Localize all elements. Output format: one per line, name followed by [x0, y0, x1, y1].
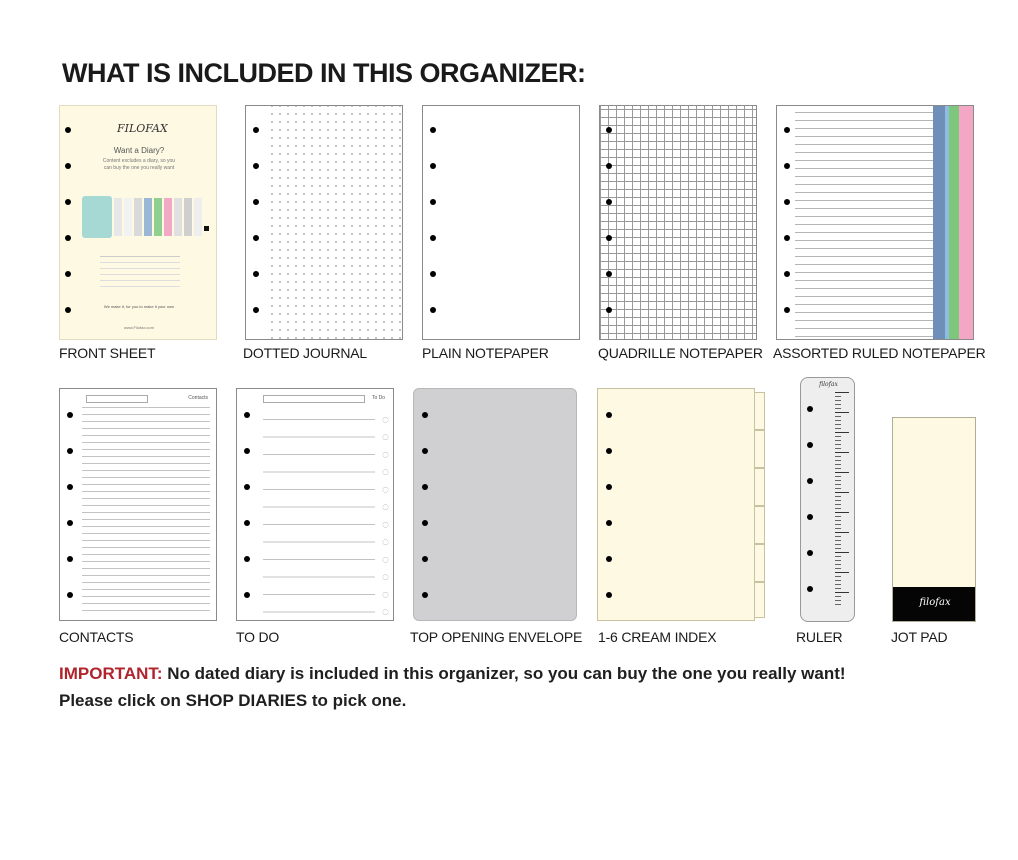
caption-plain-notepaper: PLAIN NOTEPAPER — [422, 345, 549, 361]
caption-ruler: RULER — [796, 629, 843, 645]
caption-top-opening-envelope: TOP OPENING ENVELOPE — [410, 629, 583, 645]
contacts-image — [59, 388, 217, 621]
cream-index-image — [597, 388, 755, 621]
contacts-header: Contacts — [188, 395, 208, 401]
front-sheet-url: www.Filofax.com — [123, 325, 154, 330]
caption-todo: TO DO — [236, 629, 280, 645]
quadrille-notepaper-image — [599, 105, 757, 340]
front-sheet-image — [59, 105, 217, 340]
plain-notepaper-image — [422, 105, 580, 340]
assorted-ruled-notepaper-image — [776, 105, 974, 340]
important-notice — [59, 664, 846, 684]
jot-pad-image — [892, 417, 976, 622]
front-sheet-tagline: We make it, for you to make it your own — [103, 304, 175, 309]
page-title: WHAT IS INCLUDED IN THIS ORGANIZER: — [62, 58, 586, 88]
index-tabs — [755, 392, 765, 618]
dotted-journal-image — [245, 105, 403, 340]
ruler-brand: filofax — [819, 381, 838, 388]
important-label: IMPORTANT: — [59, 664, 163, 683]
todo-header: To Do — [371, 395, 385, 401]
shop-diaries-notice: Please click on SHOP DIARIES to pick one. — [59, 691, 407, 710]
top-opening-envelope-image — [413, 388, 577, 621]
caption-assorted-ruled-notepaper: ASSORTED RULED NOTEPAPER — [773, 345, 986, 361]
ruler-image — [800, 377, 855, 622]
caption-dotted-journal: DOTTED JOURNAL — [243, 345, 367, 361]
jot-pad-brand: filofax — [919, 597, 951, 608]
caption-jot-pad: JOT PAD — [891, 629, 948, 645]
caption-quadrille-notepaper: QUADRILLE NOTEPAPER — [598, 345, 763, 361]
important-text: No dated diary is included in this organizer, so you can buy the one you really want! — [162, 664, 846, 683]
caption-cream-index: 1-6 CREAM INDEX — [598, 629, 717, 645]
front-sheet-body-1: Content excludes a diary, so you — [102, 158, 176, 164]
caption-front-sheet: FRONT SHEET — [59, 345, 156, 361]
organizer-photo — [82, 196, 210, 238]
jot-pad-band — [893, 587, 976, 621]
filofax-logo: FILOFAX — [117, 122, 168, 135]
todo-image — [236, 388, 394, 621]
front-sheet-body-2: can buy the one you really want — [103, 165, 175, 171]
front-sheet-headline: Want a Diary? — [113, 146, 165, 155]
caption-contacts: CONTACTS — [59, 629, 134, 645]
